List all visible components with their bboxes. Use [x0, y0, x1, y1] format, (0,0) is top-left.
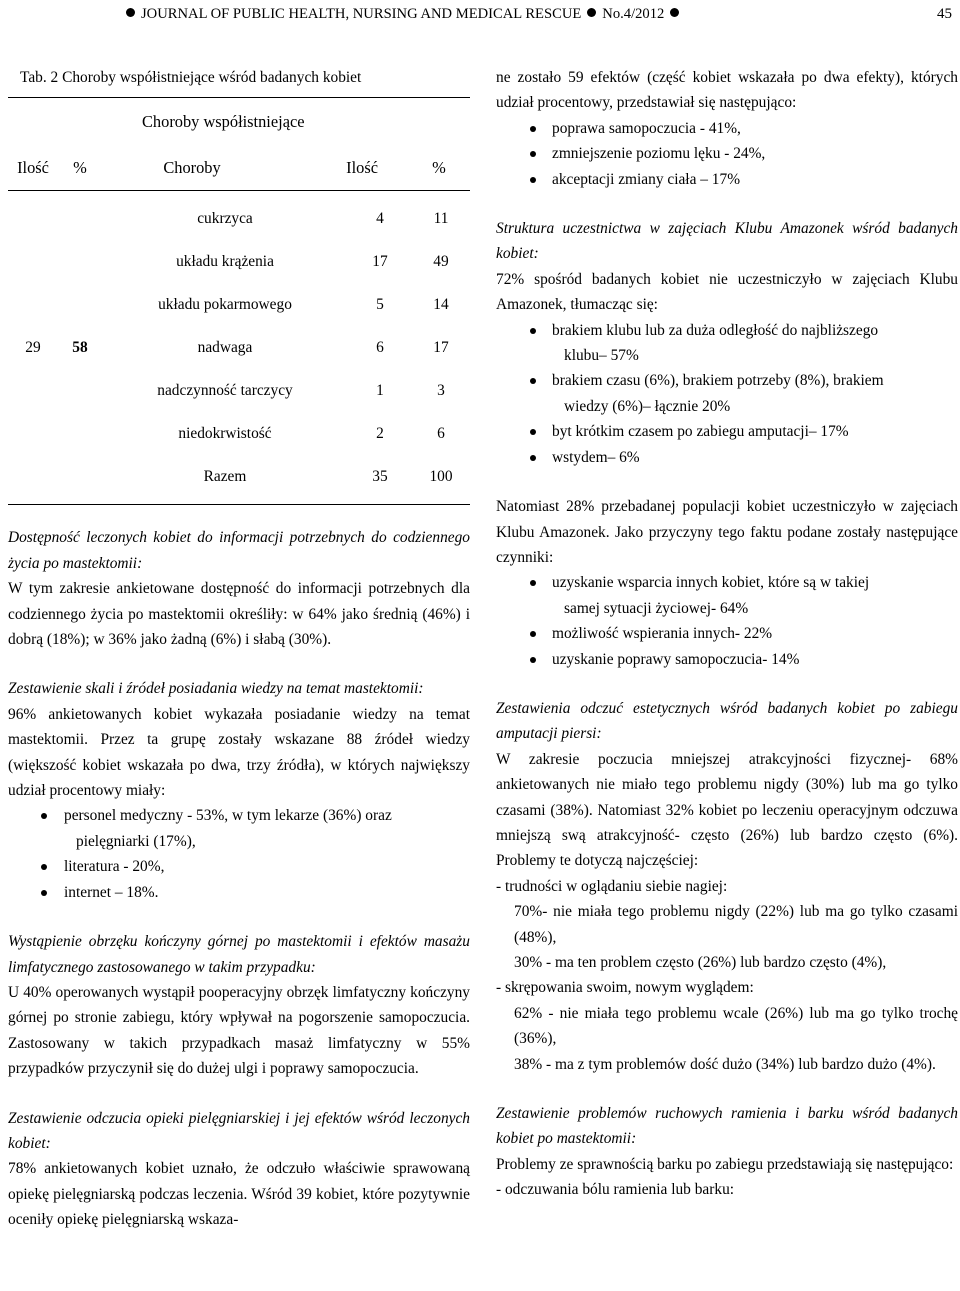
list-item: możliwość wspierania innych- 22%	[496, 621, 958, 646]
journal-line	[120, 0, 685, 28]
section-body: U 40% operowanych wystąpił pooperacyjny obrzęk limfatyczny kończyny górnej po stronie zabiegu, który wpływał na pogorszenie samopoczucia. Zastosowany w takich przypadkach masaż limfatyczny w 55% przypadków przyczynił się do dużej ulgi i poprawy samopoczucia.	[8, 983, 470, 1078]
bullet-dot-icon	[530, 328, 536, 334]
page-number: 45	[937, 6, 952, 22]
disease-count: 4	[376, 210, 384, 228]
sources-list	[8, 803, 470, 905]
bullet-dot-icon	[530, 151, 536, 157]
list-item: literatura - 20%,	[8, 854, 470, 879]
disease-count: 5	[376, 296, 384, 314]
bullet-dot-icon	[530, 126, 536, 132]
bullet-dot-icon	[670, 8, 679, 17]
section-body: 78% ankietowanych kobiet uznało, że odczuło właściwie sprawowaną opiekę pielęgniarską podczas leczenia. Wśród 39 kobiet, które pozytywnie oceniły opiekę pielęgniarską wskaza-	[8, 1160, 470, 1229]
journal-title: JOURNAL OF PUBLIC HEALTH, NURSING AND MEDICAL RESCUE	[141, 6, 582, 22]
dash-subitem: 62% - nie miała tego problemu wcale (26%) lub ma go tylko trochę (36%),	[514, 1004, 958, 1048]
section-title: Wystąpienie obrzęku kończyny górnej po mastektomii i efektów masażu limfatycznego zastosowanego w takim przypadku:	[8, 933, 470, 976]
col-header-percent: %	[73, 157, 87, 177]
reasons-attending-list	[496, 570, 958, 672]
disease-percent: 6	[437, 425, 445, 443]
disease-name: układu krążenia	[176, 253, 274, 271]
list-item: akceptacji zmiany ciała – 17%	[496, 167, 958, 192]
list-item-continuation: pielęgniarki (17%),	[76, 832, 196, 850]
reasons-not-attending-list	[496, 318, 958, 470]
disease-percent: 3	[437, 382, 445, 400]
section-title: Dostępność leczonych kobiet do informacji potrzebnych do codziennego życia po mastektomii:	[8, 529, 470, 572]
list-item: uzyskanie poprawy samopoczucia- 14%	[496, 647, 958, 672]
list-item: poprawa samopoczucia - 41%,	[496, 116, 958, 141]
effects-list	[496, 116, 958, 192]
bullet-dot-icon	[530, 177, 536, 183]
section-body: W zakresie poczucia mniejszej atrakcyjności fizycznej- 68% ankietowanych nie miało tego problemu nigdy (30%) lub ma go tylko czasami (38%). Natomiast 32% kobiet po leczeniu operacyjnym odczuwa mniejszą swą atrakcyjność- często (26%) lub bardzo często (6%). Problemy te dotyczą najczęściej:	[496, 750, 958, 870]
list-item: brakiem klubu lub za duża odległość do najbliższego	[496, 318, 958, 343]
bullet-dot-icon	[41, 864, 47, 870]
disease-count: 2	[376, 425, 384, 443]
list-item-continuation: samej sytuacji życiowej- 64%	[564, 599, 749, 617]
disease-percent: 11	[433, 210, 449, 228]
disease-percent: 49	[433, 253, 449, 271]
col-header-percent: %	[432, 157, 446, 177]
dash-item: - odczuwania bólu ramienia lub barku:	[496, 1181, 735, 1199]
disease-count: 6	[376, 339, 384, 357]
disease-name: nadczynność tarczycy	[157, 382, 293, 400]
dash-subitem: 70%- nie miała tego problemu nigdy (22%) lub ma go tylko czasami (48%),	[514, 903, 958, 946]
col-header-count: Ilość	[346, 157, 378, 177]
disease-count: 1	[376, 382, 384, 400]
list-item: zmniejszenie poziomu lęku - 24%,	[496, 141, 958, 166]
section-title: Zestawienia odczuć estetycznych wśród badanych kobiet po zabiegu amputacji piersi:	[496, 699, 958, 743]
total-row-label: Razem	[203, 468, 247, 486]
left-column	[8, 65, 470, 1233]
dash-subitem: 38% - ma z tym problemów dość dużo (34%) lub bardzo dużo (4%).	[514, 1055, 936, 1073]
bullet-dot-icon	[126, 8, 135, 17]
section-title: Struktura uczestnictwa w zajęciach Klubu Amazonek wśród badanych kobiet:	[496, 220, 958, 263]
disease-percent: 14	[433, 296, 449, 314]
dash-subitem: 30% - ma ten problem często (26%) lub bardzo często (4%),	[514, 954, 887, 971]
issue-number: No.4/2012	[602, 6, 665, 22]
list-item: personel medyczny - 53%, w tym lekarze (36%) oraz	[8, 803, 470, 828]
comorbidity-table	[8, 97, 470, 505]
total-row-count: 35	[372, 468, 388, 486]
bullet-dot-icon	[530, 631, 536, 637]
dash-item: - skrępowania swoim, nowym wyglądem:	[496, 979, 754, 997]
disease-name: niedokrwistość	[178, 425, 272, 443]
disease-name: nadwaga	[197, 339, 253, 357]
total-percent-cell: 58	[72, 339, 88, 357]
bullet-dot-icon	[530, 657, 536, 663]
right-column	[496, 65, 958, 1203]
disease-name: układu pokarmowego	[158, 296, 292, 314]
list-item: internet – 18%.	[8, 880, 470, 905]
disease-name: cukrzyca	[197, 210, 253, 228]
bullet-dot-icon	[530, 455, 536, 461]
section-body: Problemy ze sprawnością barku po zabiegu przedstawiają się następująco:	[496, 1155, 954, 1173]
section-body: 72% spośród badanych kobiet nie uczestniczyło w zajęciach Klubu Amazonek, tłumacząc się:	[496, 270, 958, 314]
section-body: Natomiast 28% przebadanej populacji kobiet uczestniczyło w zajęciach Klubu Amazonek. Jako przyczyny tego faktu podane zostały następujące czynniki:	[496, 498, 958, 566]
disease-percent: 17	[433, 339, 449, 357]
disease-count: 17	[372, 253, 388, 271]
section-body: W tym zakresie ankietowane dostępność do informacji potrzebnych dla codziennego życia po mastektomii określiły: w 64% jako średnią (46%) i dobrą (18%); w 36% jako żadną (6%) i słabą (30%).	[8, 580, 470, 649]
bullet-dot-icon	[41, 813, 47, 819]
list-item: wstydem– 6%	[496, 445, 958, 470]
list-item-continuation: wiedzy (6%)– łącznie 20%	[564, 397, 731, 415]
running-header	[0, 0, 960, 30]
table-group-header: Choroby współistniejące	[142, 111, 305, 131]
list-item-continuation: klubu– 57%	[564, 347, 639, 365]
col-header-disease: Choroby	[163, 157, 221, 177]
dash-item: - trudności w oglądaniu siebie nagiej:	[496, 877, 728, 895]
section-body: 96% ankietowanych kobiet wykazała posiadanie wiedzy na temat mastektomii. Przez ta grupę zostały wskazane 88 źródeł wiedzy (większość kobiet wskazała po dwa, trzy źródła), w których największy udział procentowy miały:	[8, 705, 470, 800]
bullet-dot-icon	[587, 8, 596, 17]
list-item: byt krótkim czasem po zabiegu amputacji– 17%	[496, 419, 958, 444]
bullet-dot-icon	[530, 580, 536, 586]
total-count-cell: 29	[25, 339, 41, 357]
list-item: uzyskanie wsparcia innych kobiet, które są w takiej	[496, 570, 958, 595]
section-title: Zestawienie skali i źródeł posiadania wiedzy na temat mastektomii:	[8, 680, 424, 698]
bullet-dot-icon	[41, 890, 47, 896]
bullet-dot-icon	[530, 378, 536, 384]
total-row-percent: 100	[429, 468, 453, 486]
section-title: Zestawienie problemów ruchowych ramienia i barku wśród badanych kobiet po mastektomii:	[496, 1105, 958, 1148]
bullet-dot-icon	[530, 429, 536, 435]
list-item: brakiem czasu (6%), brakiem potrzeby (8%), brakiem	[496, 368, 958, 393]
section-title: Zestawienie odczucia opieki pielęgniarskiej i jej efektów wśród leczonych kobiet:	[8, 1109, 470, 1152]
section-body: ne zostało 59 efektów (część kobiet wskazała po dwa efekty), których udział procentowy, przedstawiał się następująco:	[496, 69, 958, 112]
table-caption: Tab. 2 Choroby współistniejące wśród badanych kobiet	[20, 69, 362, 86]
col-header-count: Ilość	[17, 157, 49, 177]
